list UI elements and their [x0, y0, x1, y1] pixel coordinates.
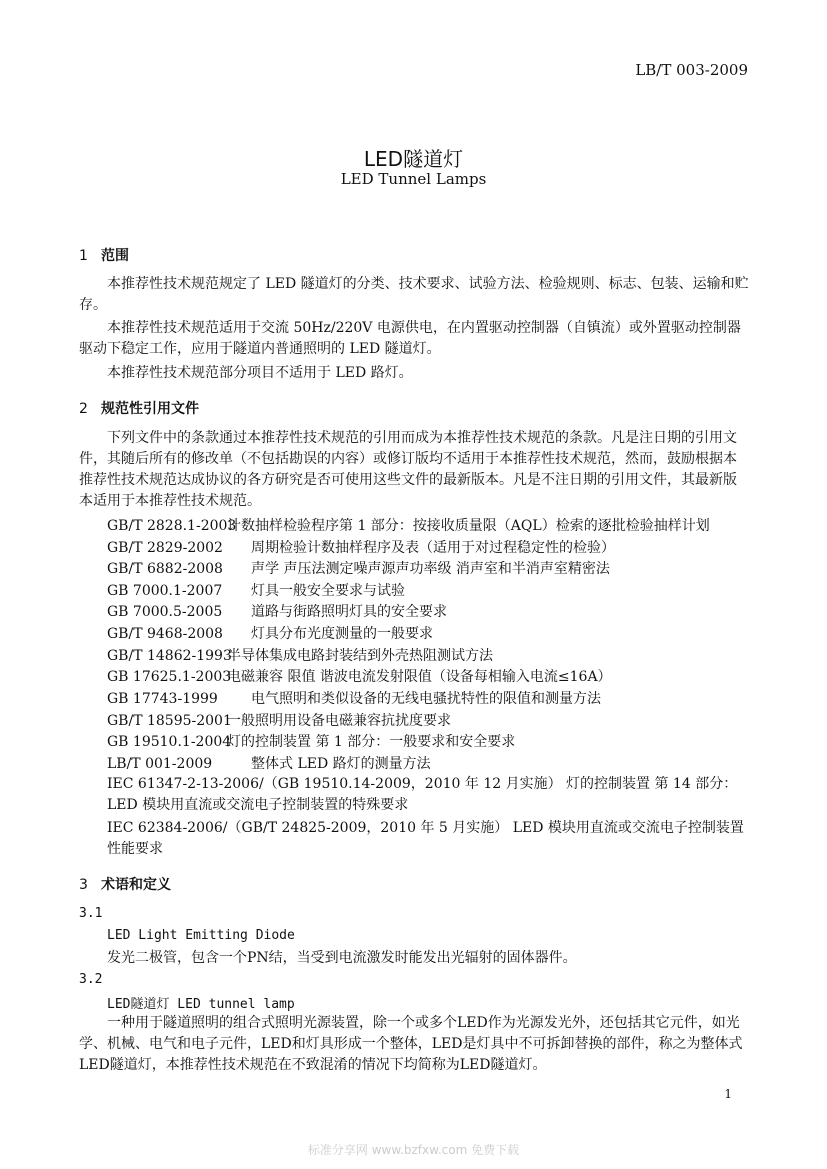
reference-code: GB 17625.1-2003 [107, 669, 232, 685]
paragraph-text: 一种用于隧道照明的组合式照明光源装置，除一个或多个LED作为光源发光外，还包括其它元件，如光学、机械、电气和电子元件，LED和灯具形成一个整体，LED是灯具中不可拆卸替换的部件，称之为整体式LED隧道灯，本推荐性技术规范在不致混淆的情况下均简称为LED隧道灯。 [79, 1015, 743, 1073]
section-number: 2 [79, 401, 88, 417]
paragraph [79, 363, 749, 384]
term-definition [79, 1013, 749, 1076]
reference-code: LB/T 001-2009 [107, 756, 213, 772]
reference-title: 声学 声压法测定噪声源声功率级 消声室和半消声室精密法 [251, 561, 610, 577]
reference-title: 灯的控制装置 第 1 部分：一般要求和安全要求 [227, 734, 516, 750]
reference-item-long: IEC 61347-2-13-2006/（GB 19510.14-2009，2010 年 12 月实施） 灯的控制装置 第 14 部分：LED 模块用直流或交流电子控制装置的特殊要求 [107, 776, 738, 813]
reference-code: GB 7000.5-2005 [107, 604, 223, 620]
term-definition [79, 948, 749, 969]
watermark: 标准分享网 www.bzfxw.com 免费下载 [307, 1143, 520, 1157]
reference-title: 半导体集成电路封装结到外壳热阻测试方法 [227, 648, 493, 664]
paragraph-text: 本推荐性技术规范部分项目不适用于 LED 路灯。 [107, 365, 413, 381]
reference-title: 电磁兼容 限值 谐波电流发射限值（设备每相输入电流≤16A） [227, 669, 612, 685]
section-heading-terms [79, 874, 171, 894]
document-title-cn: LED隧道灯 [363, 147, 464, 171]
paragraph-text: 发光二极管，包含一个PN结，当受到电流激发时能发出光辐射的固体器件。 [107, 950, 577, 966]
paragraph [79, 274, 749, 316]
reference-item [107, 753, 431, 773]
reference-title: 计数抽样检验程序第 1 部分：按接收质量限（AQL）检索的逐批检验抽样计划 [227, 518, 710, 534]
section-heading-normative-references [79, 398, 199, 418]
term-name: LED Light Emitting Diode [107, 928, 295, 943]
section-title: 范围 [101, 248, 129, 264]
reference-title: 周期检验计数抽样程序及表（适用于对过程稳定性的检验） [251, 540, 615, 556]
reference-code: GB 19510.1-2004 [107, 734, 232, 750]
reference-code: GB 7000.1-2007 [107, 583, 223, 599]
reference-title: 整体式 LED 路灯的测量方法 [251, 756, 431, 772]
reference-item [107, 710, 451, 730]
reference-item-long: IEC 62384-2006/（GB/T 24825-2009，2010 年 5 月实施） LED 模块用直流或交流电子控制装置 性能要求 [107, 820, 744, 857]
reference-item [107, 623, 433, 643]
reference-code: GB/T 18595-2001 [107, 713, 232, 729]
reference-item [107, 731, 515, 751]
reference-code: GB 17743-1999 [107, 691, 218, 707]
page-number: 1 [724, 1087, 732, 1101]
reference-code: GB/T 9468-2008 [107, 626, 223, 642]
paragraph-text: 本推荐性技术规范规定了 LED 隧道灯的分类、技术要求、试验方法、检验规则、标志、包装、运输和贮存。 [79, 276, 749, 313]
section-number: 1 [79, 248, 88, 264]
paragraph [79, 428, 749, 512]
term-number: 3.1 [79, 906, 103, 921]
section-title: 规范性引用文件 [101, 401, 199, 417]
reference-code: GB/T 2829-2002 [107, 540, 223, 556]
reference-title: 灯具一般安全要求与试验 [251, 583, 405, 599]
reference-code: GB/T 6882-2008 [107, 561, 223, 577]
paragraph [79, 318, 749, 360]
term-number: 3.2 [79, 972, 103, 987]
document-title-en: LED Tunnel Lamps [340, 170, 487, 188]
reference-title: 灯具分布光度测量的一般要求 [251, 626, 433, 642]
standard-code: LB/T 003-2009 [635, 61, 748, 79]
section-number: 3 [79, 877, 88, 893]
reference-item [107, 515, 710, 535]
reference-item [107, 666, 612, 686]
reference-code: GB/T 2828.1-2003 [107, 518, 237, 534]
reference-title: 电气照明和类似设备的无线电骚扰特性的限值和测量方法 [251, 691, 601, 707]
term-name: LED隧道灯 LED tunnel lamp [107, 997, 295, 1012]
reference-item [107, 580, 405, 600]
section-heading-scope [79, 245, 129, 265]
reference-title: 道路与街路照明灯具的安全要求 [251, 604, 447, 620]
reference-item [107, 645, 493, 665]
reference-item [107, 558, 610, 578]
reference-code: GB/T 14862-1993 [107, 648, 232, 664]
paragraph-text: 下列文件中的条款通过本推荐性技术规范的引用而成为本推荐性技术规范的条款。凡是注日期的引用文件，其随后所有的修改单（不包括勘误的内容）或修订版均不适用于本推荐性技术规范，然而，鼓励根据本推荐性技术规范达成协议的各方研究是否可使用这些文件的最新版本。凡是不注日期的引用文件，其最新版本适用于本推荐性技术规范。 [79, 430, 737, 509]
reference-item [107, 537, 615, 557]
reference-title: 一般照明用设备电磁兼容抗扰度要求 [227, 713, 451, 729]
section-title: 术语和定义 [101, 877, 171, 893]
paragraph-text: 本推荐性技术规范适用于交流 50Hz/220V 电源供电，在内置驱动控制器（自镇流）或外置驱动控制器驱动下稳定工作，应用于隧道内普通照明的 LED 隧道灯。 [79, 320, 741, 357]
reference-item [107, 601, 447, 621]
reference-item [107, 688, 601, 708]
